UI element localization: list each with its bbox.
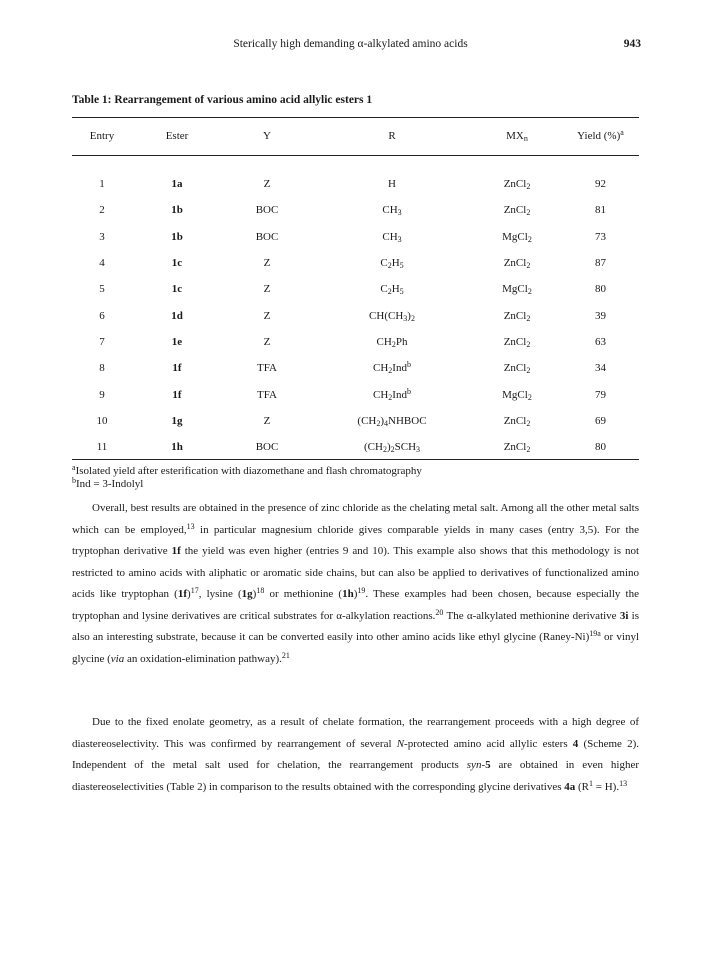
col-ester: Ester [165, 130, 189, 142]
table-row: 9 1f TFA $CH_2Ind^b$ MgCl$_2$ 79 [99, 386, 606, 402]
table-row: 1 1a Z H ZnCl$_2$ 92 [99, 178, 606, 192]
table-row: 4 1c Z $C_2H_5$ ZnCl$_2$ 87 [99, 257, 606, 271]
table-bottom-rule [72, 459, 639, 460]
table-row: 8 1f TFA $CH_2Ind^b$ ZnCl$_2$ 34 [99, 360, 606, 376]
col-yield: Yield (%)$^a$ [577, 128, 624, 142]
table-row: 6 1d Z $CH(CH_3)_2$ ZnCl$_2$ 39 [99, 309, 606, 323]
table-header-rule [72, 155, 639, 156]
col-y: Y [263, 130, 271, 142]
col-mxn: $MX_n$ [506, 130, 528, 143]
footnote-b: $^b$Ind = 3-Indolyl [72, 476, 144, 490]
running-header [0, 38, 701, 54]
page-number: 943 [623, 38, 641, 50]
col-r: R [388, 130, 396, 142]
table-header [72, 125, 639, 147]
paragraph-2: Due to the fixed enolate geometry, as a result of chelate formation, the rearrangement proceeds with a high degree of diastereoselectivity. This was confirmed by rearrangement of several N-protected amino acid allylic esters 4 (Scheme 2). Independent of the metal salt used for chelation, the rearrangement products syn-5 are obtained in even higher diastereoselectivities (Table 2) in comparison to the results obtained with the corresponding glycine derivatives 4a $(R^1 = H).^{13}$ [72, 716, 639, 793]
table-row: 11 1h BOC $(CH_2)_2SCH_3$ ZnCl$_2$ 80 [96, 441, 606, 455]
table-body [72, 171, 639, 460]
table-row: 10 1g Z $(CH_2)_4NHBOC$ ZnCl$_2$ 69 [96, 414, 606, 428]
table-top-rule [72, 117, 639, 118]
col-entry: Entry [89, 130, 115, 142]
table-row: 7 1e Z $CH_2Ph$ ZnCl$_2$ 63 [99, 335, 606, 349]
table-row: 5 1c Z $C_2H_5$ MgCl$_2$ 80 [99, 283, 606, 297]
table-caption: Table 1: Rearrangement of various amino acid allylic esters 1 [72, 94, 373, 106]
table-row: 3 1b BOC $CH_3$ MgCl$_2$ 73 [99, 230, 606, 244]
table-footnotes [72, 465, 422, 491]
paragraph-1: Overall, best results are obtained in the presence of zinc chloride as the chelating metal salt. Among all the other metal salts which can be employed,$^{13}$ in particular magnesium chloride gives comparable yields in many cases (entry 3,5). For the tryptophan derivative 1f the yield was even higher (entries 9 and 10). This example also shows that this methodology is not restricted to amino acids with aliphatic or aromatic side chains, but can also be applied to derivatives of functionalized amino acids like tryptophan $(1f)^{17}$, lysine $(1g)^{18}$ or methionine $(1h)^{19}$. These examples had been chosen, because especially the tryptophan and lysine derivatives are critical substrates for α-alkylation reactions.$^{20}$ The α-alkylated methionine derivative 3i is also an interesting substrate, because it can be converted easily into other amino acids like ethyl glycine (Raney-Ni)$^{19a}$ or vinyl glycine (via an oxidation-elimination pathway).$^{21}$ [72, 502, 640, 665]
footnote-a: $^a$Isolated yield after esterification with diazomethane and flash chromatography [72, 463, 422, 477]
running-title: Sterically high demanding α-alkylated amino acids [233, 38, 468, 50]
table-row: 2 1b BOC $CH_3$ ZnCl$_2$ 81 [99, 204, 606, 218]
